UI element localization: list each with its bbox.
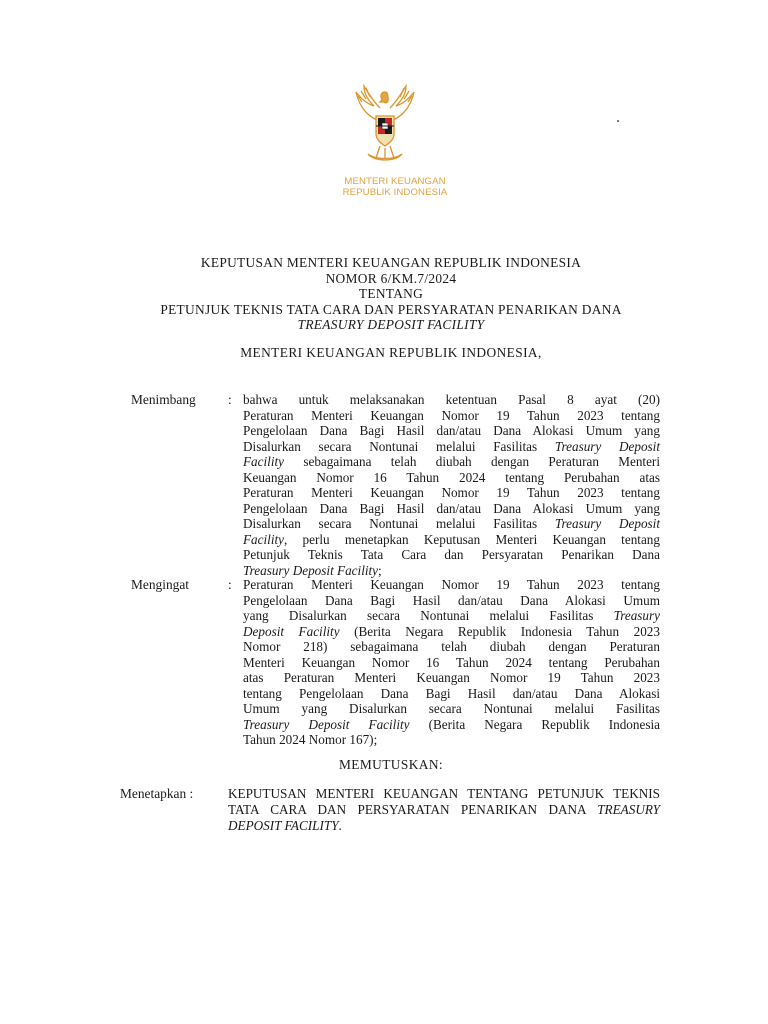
title-subject-italic: TREASURY DEPOSIT FACILITY — [297, 317, 485, 333]
title-tentang: TENTANG — [358, 286, 424, 302]
text-line: Treasury Deposit Facility; — [243, 563, 382, 579]
text-line: Pengelolaan Dana Bagi Hasil dan/atau Dana Alokasi Umum yang — [243, 423, 660, 439]
text-line: bahwa untuk melaksanakan ketentuan Pasal 8 ayat (20) — [243, 392, 660, 407]
memutuskan-heading: MEMUTUSKAN: — [338, 757, 444, 772]
text-line: tentang Pengelolaan Dana Bagi Hasil dan/atau Dana Alokasi — [243, 685, 660, 701]
text-line: Facility sebagaimana telah diubah dengan Peraturan Menteri — [243, 454, 660, 470]
mengingat-text — [243, 577, 660, 748]
text-line: yang Disalurkan secara Nontunai melalui Fasilitas Treasury — [243, 608, 660, 624]
text-line: KEPUTUSAN MENTERI KEUANGAN TENTANG PETUNJUK TEKNIS — [228, 786, 660, 801]
text-line: DEPOSIT FACILITY. — [228, 818, 342, 833]
title-line-1: KEPUTUSAN MENTERI KEUANGAN REPUBLIK INDONESIA — [200, 255, 582, 270]
text-line: Menteri Keuangan Nomor 16 Tahun 2024 tentang Perubahan — [243, 654, 660, 670]
institution-name — [330, 176, 460, 198]
text-line: Umum yang Disalurkan secara Nontunai melalui Fasilitas — [243, 701, 660, 717]
text-line: Peraturan Menteri Keuangan Nomor 19 Tahun 2023 tentang — [243, 407, 660, 423]
garuda-emblem-icon — [352, 82, 418, 168]
text-line: Peraturan Menteri Keuangan Nomor 19 Tahun 2023 tentang — [243, 577, 660, 592]
text-line: Pengelolaan Dana Bagi Hasil dan/atau Dana Alokasi Umum yang — [243, 500, 660, 516]
text-line: Deposit Facility (Berita Negara Republik Indonesia Tahun 2023 — [243, 623, 660, 639]
text-line: Nomor 218) sebagaimana telah diubah dengan Peraturan — [243, 639, 660, 655]
text-line: Peraturan Menteri Keuangan Nomor 19 Tahun 2023 tentang — [243, 485, 660, 501]
decree-title — [100, 255, 682, 333]
text-line: Treasury Deposit Facility (Berita Negara Republik Indonesia — [243, 716, 660, 732]
minister-heading: MENTERI KEUANGAN REPUBLIK INDONESIA, — [240, 345, 542, 360]
menetapkan-text — [228, 786, 660, 834]
text-line: Petunjuk Teknis Tata Cara dan Persyaratan Penarikan Dana — [243, 547, 660, 563]
text-line: TATA CARA DAN PERSYARATAN PENARIKAN DANA TREASURY — [228, 802, 660, 817]
text-line: Disalurkan secara Nontunai melalui Fasilitas Treasury Deposit — [243, 438, 661, 454]
text-line: Facility, perlu menetapkan Keputusan Menteri Keuangan tentang — [243, 531, 660, 547]
menimbang-colon: : — [228, 392, 232, 407]
text-line: Disalurkan secara Nontunai melalui Fasilitas Treasury Deposit — [243, 516, 661, 532]
menimbang-text — [243, 392, 660, 579]
mengingat-label: Mengingat — [131, 577, 190, 592]
institution-line-1: MENTERI KEUANGAN — [344, 176, 446, 187]
title-subject: PETUNJUK TEKNIS TATA CARA DAN PERSYARATAN PENARIKAN DANA — [160, 301, 622, 317]
menimbang-label: Menimbang — [131, 392, 196, 407]
text-line: Tahun 2024 Nomor 167); — [243, 732, 378, 748]
text-line: Pengelolaan Dana Bagi Hasil dan/atau Dana Alokasi Umum — [243, 592, 660, 608]
menetapkan-label: Menetapkan : — [120, 786, 194, 801]
scan-speck — [617, 120, 619, 122]
mengingat-colon: : — [228, 577, 232, 592]
title-number: NOMOR 6/KM.7/2024 — [325, 270, 457, 286]
text-line: atas Peraturan Menteri Keuangan Nomor 19 Tahun 2023 — [243, 670, 660, 686]
institution-line-2: REPUBLIK INDONESIA — [342, 187, 448, 198]
text-line: Keuangan Nomor 16 Tahun 2024 tentang Perubahan atas — [243, 469, 660, 485]
